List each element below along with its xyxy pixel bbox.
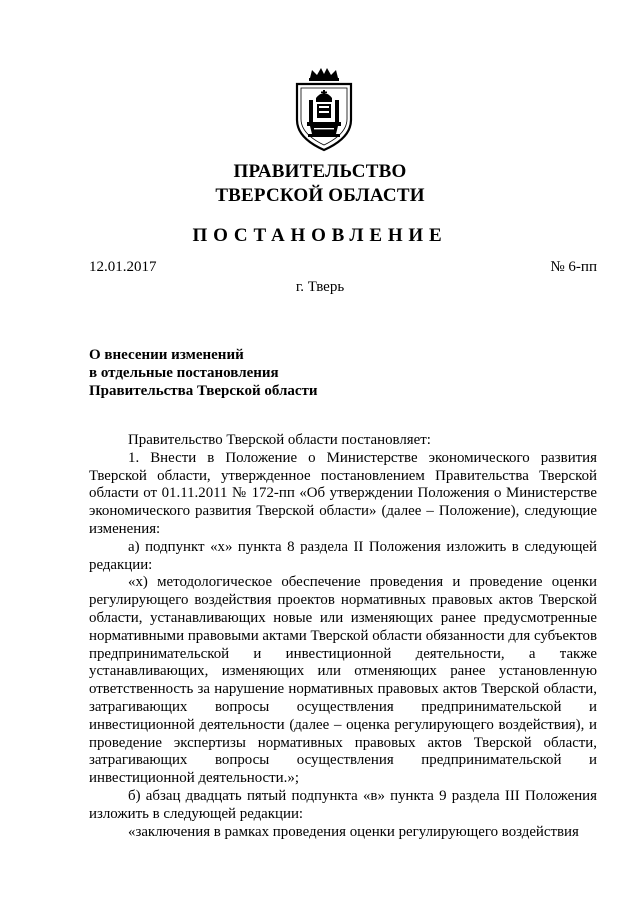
subject-line2: в отдельные постановления — [89, 365, 279, 381]
document-type: ПОСТАНОВЛЕНИЕ — [192, 225, 448, 246]
subject-line3: Правительства Тверской области — [89, 383, 318, 399]
coat-of-arms-icon — [294, 68, 354, 152]
paragraph-quoted-text: «х) методологическое обеспечение проведения и проведение оценки регулирующего воздействия проектов нормативных правовых актов Тверской области, устанавливающих новые или изменяющих ранее предусмотренные нормативными правовыми актами Тверской области обязанности для субъектов предпринимательской и инвестиционной деятельности, а также устанавливающих, изменяющих или отменяющих ранее установленную ответственность за нарушение нормативных правовых актов Тверской области, затрагивающих вопросы осуществления предпринимательской и инвестиционной деятельности (далее – оценка регулирующего воздействия), и проведение экспертизы нормативных правовых актов Тверской области, затрагивающих вопросы осуществления предпринимательской и инвестиционной деятельности.»; — [89, 574, 597, 787]
organization-name-line1: ПРАВИТЕЛЬСТВО — [233, 161, 407, 182]
document-number: № 6-пп — [550, 259, 597, 275]
paragraph-preamble: Правительство Тверской области постановляет: — [128, 432, 431, 448]
document-city: г. Тверь — [295, 279, 345, 295]
document-date: 12.01.2017 — [89, 259, 157, 275]
organization-name-line2: ТВЕРСКОЙ ОБЛАСТИ — [215, 185, 425, 206]
paragraph-quoted-start: «заключения в рамках проведения оценки регулирующего воздействия — [128, 823, 579, 840]
paragraph-item-1: 1. Внести в Положение о Министерстве экономического развития Тверской области, утвержденное постановлением Правительства Тверской области от 01.11.2011 № 172-пп «Об утверждении Положения о Министерстве экономического развития Тверской области» (далее – Положение), следующие изменения: — [89, 449, 597, 537]
paragraph-subitem-a: а) подпункт «х» пункта 8 раздела II Положения изложить в следующей редакции: — [89, 538, 597, 573]
document-subject — [89, 346, 318, 400]
subject-line1: О внесении изменений — [89, 347, 244, 363]
document-body — [89, 432, 597, 841]
paragraph-subitem-b: б) абзац двадцать пятый подпункта «в» пункта 9 раздела III Положения изложить в следующей редакции: — [89, 787, 597, 822]
